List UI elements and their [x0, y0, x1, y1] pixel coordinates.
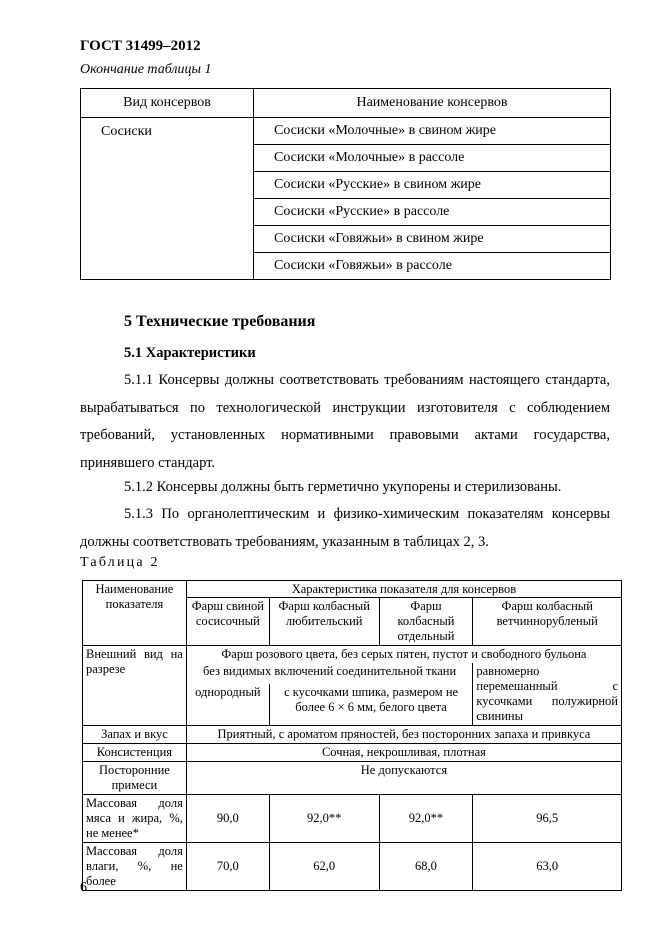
table2-row-label: Массовая доля мяса и жира, %, не менее*: [83, 795, 187, 843]
table2-appearance-mixed: равномерно перемешанный с кусочками полужирной свинины: [473, 663, 622, 726]
table2-col-header: Фарш колбасный ветчиннорубленый: [473, 598, 622, 646]
table-1: [80, 88, 611, 280]
paragraph-5-1-2: 5.1.2 Консервы должны быть герметично укупорены и стерилизованы.: [124, 479, 562, 495]
table2-appearance-no-inclusions: без видимых включений соединительной ткани: [186, 663, 473, 684]
paragraph-5-1-3: 5.1.3 По органолептическим и физико-химическим показателям консервы должны соответствовать требованиям, указанным в таблицах 2, 3.: [80, 506, 610, 550]
table-continuation-caption: Окончание таблицы 1: [80, 62, 212, 77]
table2-cell: 90,0: [186, 795, 269, 843]
table2-consistency-value: Сочная, некрошливая, плотная: [186, 744, 621, 762]
table2-appearance-common: Фарш розового цвета, без серых пятен, пустот и свободного бульона: [186, 646, 621, 664]
table2-cell: 96,5: [473, 795, 622, 843]
table2-cell: 68,0: [379, 843, 473, 891]
table1-row: Сосиски «Говяжьи» в свином жире: [254, 226, 611, 253]
table2-row-label: Внешний вид на разрезе: [83, 646, 187, 726]
table1-header-name: Наименование консервов: [254, 89, 611, 118]
table2-cell: 92,0**: [379, 795, 473, 843]
table2-row-label: Посторонние примеси: [83, 762, 187, 795]
table2-col-header: Фарш колбасный отдельный: [379, 598, 473, 646]
table2-caption: Таблица 2: [80, 555, 160, 570]
table2-row-label: Запах и вкус: [83, 726, 187, 744]
table1-row: Сосиски «Молочные» в рассоле: [254, 145, 611, 172]
table1-row: Сосиски «Русские» в свином жире: [254, 172, 611, 199]
table1-row: Сосиски «Говяжьи» в рассоле: [254, 253, 611, 280]
section-title: 5 Технические требования: [124, 313, 316, 330]
table-2: [82, 580, 622, 891]
table2-cell: 92,0**: [269, 795, 379, 843]
table2-appearance-homogeneous: однородный: [186, 684, 269, 725]
table2-cell: 63,0: [473, 843, 622, 891]
table2-col-header: Фарш свиной сосисочный: [186, 598, 269, 646]
table2-header-indicator: Наименование показателя: [83, 581, 187, 646]
table1-header-type: Вид консервов: [81, 89, 254, 118]
table1-row: Сосиски «Русские» в рассоле: [254, 199, 611, 226]
table1-row: Сосиски «Молочные» в свином жире: [254, 118, 611, 145]
table2-row-label: Массовая доля влаги, %, не более: [83, 843, 187, 891]
subsection-title: 5.1 Характеристики: [124, 345, 256, 361]
table2-admixture-value: Не допускаются: [186, 762, 621, 795]
page-number: 6: [80, 880, 87, 895]
table2-cell: 70,0: [186, 843, 269, 891]
table2-row-label: Консистенция: [83, 744, 187, 762]
table2-col-header: Фарш колбасный любительский: [269, 598, 379, 646]
table1-category: Сосиски: [81, 118, 254, 280]
table2-appearance-with-bacon: с кусочками шпика, размером не более 6 × 6 мм, белого цвета: [269, 684, 473, 725]
paragraph-5-1-1: 5.1.1 Консервы должны соответствовать требованиям настоящего стандарта, вырабатываться по технологической инструкции изготовителя с соблюдением требований, установленных нормативными правовыми актами государства, принявшего стандарт.: [80, 372, 610, 471]
table2-cell: 62,0: [269, 843, 379, 891]
table2-header-group: Характеристика показателя для консервов: [186, 581, 621, 598]
table2-smell-value: Приятный, с ароматом пряностей, без посторонних запаха и привкуса: [186, 726, 621, 744]
document-code: ГОСТ 31499–2012: [80, 38, 201, 54]
